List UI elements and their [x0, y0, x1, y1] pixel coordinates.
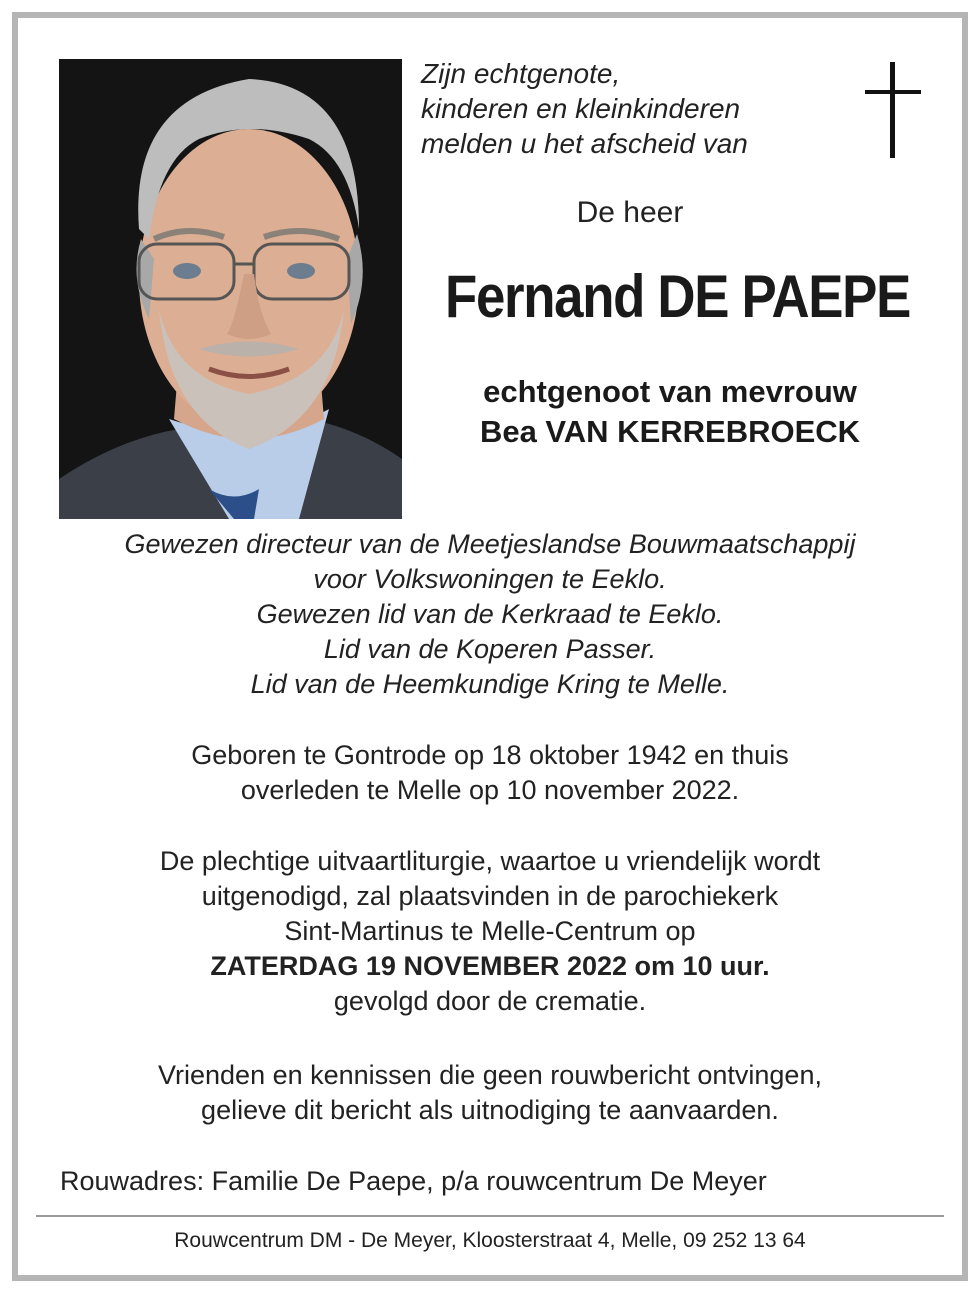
born-line: overleden te Melle op 10 november 2022. — [240, 775, 740, 805]
role-line: Lid van de Heemkundige Kring te Melle. — [250, 669, 730, 699]
mourning-address: Rouwadres: Familie De Paepe, p/a rouwcentrum De Meyer — [60, 1166, 767, 1196]
funeral-date: ZATERDAG 19 NOVEMBER 2022 om 10 uur. — [210, 951, 770, 981]
intro-text — [421, 56, 841, 161]
intro-line: melden u het afscheid van — [421, 128, 748, 159]
invitation-note — [30, 1058, 950, 1128]
divider — [36, 1215, 944, 1217]
spouse-info — [420, 372, 920, 452]
birth-death-info — [30, 738, 950, 808]
role-line: Gewezen directeur van de Meetjeslandse Bouwmaatschappij — [124, 529, 856, 559]
intro-line: Zijn echtgenote, — [421, 58, 621, 89]
funeral-line: De plechtige uitvaartliturgie, waartoe u vriendelijk wordt — [159, 846, 821, 876]
role-line: voor Volkswoningen te Eeklo. — [313, 564, 667, 594]
funeral-line: uitgenodigd, zal plaatsvinden in de parochiekerk — [201, 881, 779, 911]
funeral-home-footer: Rouwcentrum DM - De Meyer, Kloosterstraat 4, Melle, 09 252 13 64 — [174, 1229, 806, 1252]
cross-icon — [865, 62, 921, 158]
salutation: De heer — [576, 196, 684, 229]
spouse-name: Bea VAN KERREBROECK — [479, 414, 861, 449]
friends-line: gelieve dit bericht als uitnodiging te aanvaarden. — [201, 1095, 779, 1125]
spouse-line: echtgenoot van mevrouw — [483, 374, 857, 409]
born-line: Geboren te Gontrode op 18 oktober 1942 en thuis — [191, 740, 789, 770]
intro-line: kinderen en kleinkinderen — [421, 93, 741, 124]
portrait-photo — [59, 59, 402, 519]
friends-line: Vrienden en kennissen die geen rouwbericht ontvingen, — [158, 1060, 822, 1090]
role-line: Gewezen lid van de Kerkraad te Eeklo. — [256, 599, 724, 629]
funeral-info — [30, 844, 950, 1019]
funeral-line: Sint-Martinus te Melle-Centrum op — [284, 916, 696, 946]
deceased-name: Fernand DE PAEPE — [445, 263, 910, 330]
role-line: Lid van de Koperen Passer. — [323, 634, 657, 664]
roles-list — [30, 527, 950, 702]
funeral-line: gevolgd door de crematie. — [333, 986, 647, 1016]
